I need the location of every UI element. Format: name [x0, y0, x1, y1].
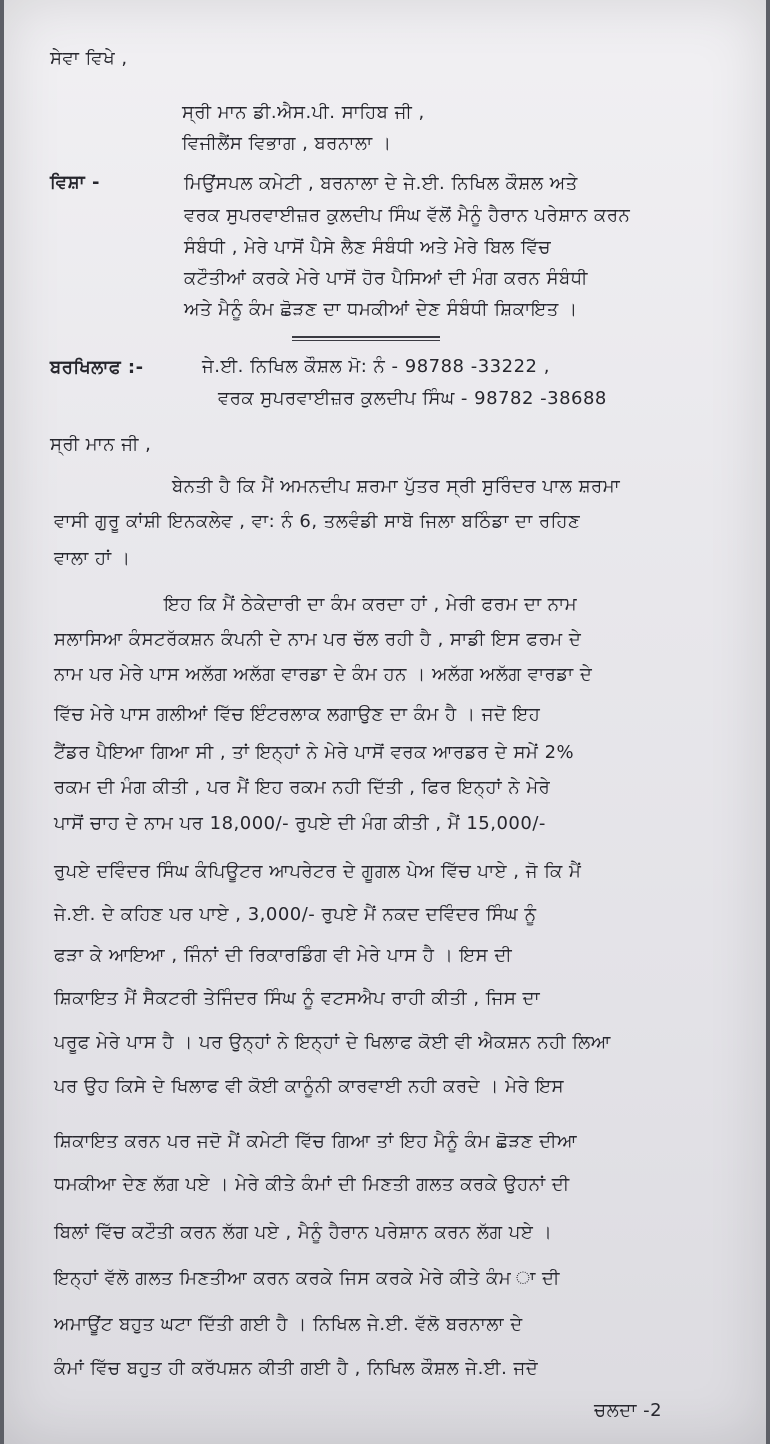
body-line: ਟੈਂਡਰ ਪੈਇਆ ਗਿਆ ਸੀ , ਤਾਂ ਇਨ੍ਹਾਂ ਨੇ ਮੇਰੇ ਪਾਸੋਂ ਵਰਕ ਆਰਡਰ ਦੇ ਸਮੇਂ 2%: [54, 742, 575, 763]
subject-line: ਅਤੇ ਮੈਨੂੰ ਕੰਮ ਛੋੜਣ ਦਾ ਧਮਕੀਆਂ ਦੇਣ ਸੰਬੰਧੀ ਸ਼ਿਕਾਇਤ ।: [184, 299, 578, 320]
addressee-line-2: ਵਿਜੀਲੈਂਸ ਵਿਭਾਗ , ਬਰਨਾਲਾ ।: [182, 133, 392, 154]
body-line: ਧਮਕੀਆ ਦੇਣ ਲੱਗ ਪਏ । ਮੇਰੇ ਕੀਤੇ ਕੰਮਾਂ ਦੀ ਮਿਣਤੀ ਗਲਤ ਕਰਕੇ ਉਹਨਾਂ ਦੀ: [54, 1174, 570, 1195]
body-line: ਸਲਾਸਿਆ ਕੰਸਟਰੱਕਸ਼ਨ ਕੰਪਨੀ ਦੇ ਨਾਮ ਪਰ ਚੱਲ ਰਹੀ ਹੈ , ਸਾਡੀ ਇਸ ਫਰਮ ਦੇ: [54, 629, 582, 650]
body-line: ਪਾਸੋਂ ਚਾਹ ਦੇ ਨਾਮ ਪਰ 18,000/- ਰੁਪਏ ਦੀ ਮੰਗ ਕੀਤੀ , ਮੈਂ 15,000/-: [54, 813, 546, 834]
body-line: ਇਹ ਕਿ ਮੈਂ ਠੇਕੇਦਾਰੀ ਦਾ ਕੰਮ ਕਰਦਾ ਹਾਂ , ਮੇਰੀ ਫਰਮ ਦਾ ਨਾਮ: [164, 594, 578, 615]
body-line: ਨਾਮ ਪਰ ਮੇਰੇ ਪਾਸ ਅਲੱਗ ਅਲੱਗ ਵਾਰਡਾ ਦੇ ਕੰਮ ਹਨ । ਅਲੱਗ ਅਲੱਗ ਵਾਰਡਾ ਦੇ: [54, 664, 593, 685]
subject-label: ਵਿਸ਼ਾ -: [50, 172, 100, 193]
body-line: ਬੇਨਤੀ ਹੈ ਕਿ ਮੈਂ ਅਮਨਦੀਪ ਸ਼ਰਮਾ ਪੁੱਤਰ ਸ੍ਰੀ ਸੁਰਿੰਦਰ ਪਾਲ ਸ਼ਰਮਾ: [172, 476, 621, 497]
body-line: ਪਰ ਉਹ ਕਿਸੇ ਦੇ ਖਿਲਾਫ ਵੀ ਕੋਈ ਕਾਨੂੰਨੀ ਕਾਰਵਾਈ ਨਹੀ ਕਰਦੇ । ਮੇਰੇ ਇਸ: [54, 1076, 564, 1097]
subject-line: ਸੰਬੰਧੀ , ਮੇਰੇ ਪਾਸੋਂ ਪੈਸੇ ਲੈਣ ਸੰਬੰਧੀ ਅਤੇ ਮੇਰੇ ਬਿਲ ਵਿੱਚ: [184, 237, 552, 258]
continued-marker: ਚਲਦਾ -2: [594, 1400, 663, 1421]
body-line: ਰੁਪਏ ਦਵਿੰਦਰ ਸਿੰਘ ਕੰਪਿਊਟਰ ਆਪਰੇਟਰ ਦੇ ਗੂਗਲ ਪੇਅ ਵਿੱਚ ਪਾਏ , ਜੋ ਕਿ ਮੈਂ: [54, 861, 582, 882]
letter-page: [4, 0, 766, 1444]
respondent-line: ਜੇ.ਈ. ਨਿਖਿਲ ਕੌਸ਼ਲ ਮੋ: ਨੰ - 98788 -33222 ,: [202, 356, 550, 377]
respondent-label: ਬਰਖਿਲਾਫ :-: [50, 357, 144, 378]
greeting-to: ਸੇਵਾ ਵਿਖੇ ,: [50, 48, 128, 69]
addressee-line-1: ਸ੍ਰੀ ਮਾਨ ਡੀ.ਐਸ.ਪੀ. ਸਾਹਿਬ ਜੀ ,: [182, 102, 425, 123]
body-line: ਵਾਲਾ ਹਾਂ ।: [54, 548, 131, 569]
respondent-line: ਵਰਕ ਸੁਪਰਵਾਈਜ਼ਰ ਕੁਲਦੀਪ ਸਿੰਘ - 98782 -38688: [218, 388, 607, 409]
subject-line: ਮਿਉਂਸਪਲ ਕਮੇਟੀ , ਬਰਨਾਲਾ ਦੇ ਜੇ.ਈ. ਨਿਖਿਲ ਕੌਸ਼ਲ ਅਤੇ: [184, 173, 578, 194]
body-line: ਸ਼ਿਕਾਇਤ ਮੈਂ ਸੈਕਟਰੀ ਤੇਜਿੰਦਰ ਸਿੰਘ ਨੂੰ ਵਟਸਐਪ ਰਾਹੀ ਕੀਤੀ , ਜਿਸ ਦਾ: [54, 988, 541, 1009]
body-line: ਰਕਮ ਦੀ ਮੰਗ ਕੀਤੀ , ਪਰ ਮੈਂ ਇਹ ਰਕਮ ਨਹੀ ਦਿੱਤੀ , ਫਿਰ ਇਨ੍ਹਾਂ ਨੇ ਮੇਰੇ: [54, 777, 551, 798]
subject-underline-secondary: [292, 340, 440, 341]
salutation: ਸ੍ਰੀ ਮਾਨ ਜੀ ,: [50, 434, 152, 455]
body-line: ਬਿਲਾਂ ਵਿੱਚ ਕਟੌਤੀ ਕਰਨ ਲੱਗ ਪਏ , ਮੈਨੂੰ ਹੈਰਾਨ ਪਰੇਸ਼ਾਨ ਕਰਨ ਲੱਗ ਪਏ ।: [54, 1222, 553, 1243]
body-line: ਫੜਾ ਕੇ ਆਇਆ , ਜਿੰਨਾਂ ਦੀ ਰਿਕਾਰਡਿੰਗ ਵੀ ਮੇਰੇ ਪਾਸ ਹੈ । ਇਸ ਦੀ: [54, 945, 513, 966]
body-line: ਸ਼ਿਕਾਇਤ ਕਰਨ ਪਰ ਜਦੋ ਮੈਂ ਕਮੇਟੀ ਵਿੱਚ ਗਿਆ ਤਾਂ ਇਹ ਮੈਨੂੰ ਕੰਮ ਛੋੜਣ ਦੀਆ: [54, 1131, 578, 1152]
subject-underline: [292, 336, 440, 338]
body-line: ਵਾਸੀ ਗੁਰੂ ਕਾਂਸ਼ੀ ਇਨਕਲੇਵ , ਵਾ: ਨੰ 6, ਤਲਵੰਡੀ ਸਾਬੋ ਜਿਲਾ ਬਠਿੰਡਾ ਦਾ ਰਹਿਣ: [54, 511, 581, 532]
body-line: ਇਨ੍ਹਾਂ ਵੱਲੋ ਗਲਤ ਮਿਣਤੀਆ ਕਰਨ ਕਰਕੇ ਜਿਸ ਕਰਕੇ ਮੇਰੇ ਕੀਤੇ ਕੰਮ ਾ ਦੀ: [54, 1268, 560, 1289]
subject-line: ਵਰਕ ਸੁਪਰਵਾਈਜ਼ਰ ਕੁਲਦੀਪ ਸਿੰਘ ਵੱਲੋਂ ਮੈਨੂੰ ਹੈਰਾਨ ਪਰੇਸ਼ਾਨ ਕਰਨ: [184, 205, 631, 226]
body-line: ਅਮਾਊਂਟ ਬਹੁਤ ਘਟਾ ਦਿੱਤੀ ਗਈ ਹੈ । ਨਿਖਿਲ ਜੇ.ਈ. ਵੱਲੋ ਬਰਨਾਲਾ ਦੇ: [54, 1314, 523, 1335]
subject-line: ਕਟੌਤੀਆਂ ਕਰਕੇ ਮੇਰੇ ਪਾਸੋਂ ਹੋਰ ਪੈਸਿਆਂ ਦੀ ਮੰਗ ਕਰਨ ਸੰਬੰਧੀ: [184, 268, 588, 289]
body-line: ਪਰੂਫ ਮੇਰੇ ਪਾਸ ਹੈ । ਪਰ ਉਨ੍ਹਾਂ ਨੇ ਇਨ੍ਹਾਂ ਦੇ ਖਿਲਾਫ ਕੋਈ ਵੀ ਐਕਸ਼ਨ ਨਹੀ ਲਿਆ: [54, 1032, 611, 1053]
body-line: ਜੇ.ਈ. ਦੇ ਕਹਿਣ ਪਰ ਪਾਏ , 3,000/- ਰੁਪਏ ਮੈਂ ਨਕਦ ਦਵਿੰਦਰ ਸਿੰਘ ਨੂੰ: [54, 904, 537, 925]
body-line: ਵਿੱਚ ਮੇਰੇ ਪਾਸ ਗਲੀਆਂ ਵਿੱਚ ਇੰਟਰਲਾਕ ਲਗਾਉਣ ਦਾ ਕੰਮ ਹੈ । ਜਦੋ ਇਹ: [54, 704, 541, 725]
body-line: ਕੰਮਾਂ ਵਿੱਚ ਬਹੁਤ ਹੀ ਕਰੱਪਸ਼ਨ ਕੀਤੀ ਗਈ ਹੈ , ਨਿਖਿਲ ਕੌਸ਼ਲ ਜੇ.ਈ. ਜਦੋ: [54, 1358, 539, 1379]
